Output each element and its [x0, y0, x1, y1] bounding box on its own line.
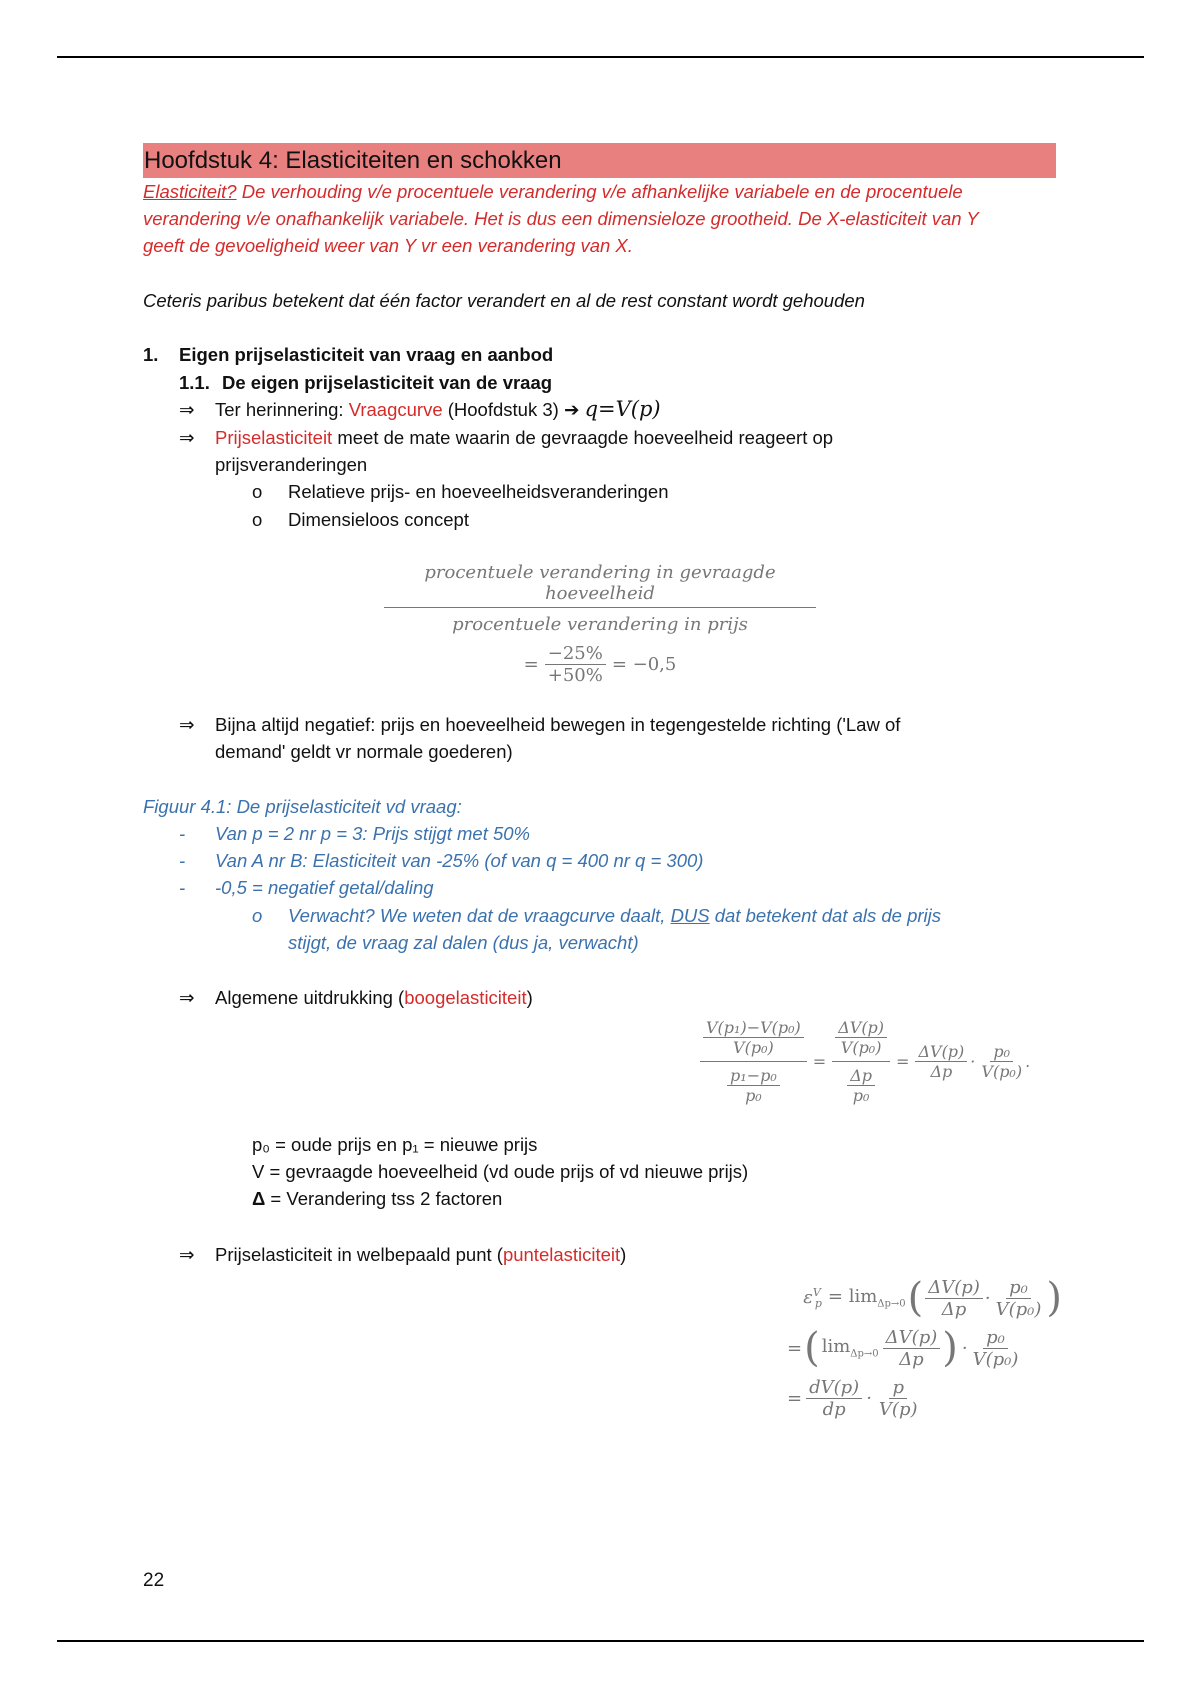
- formula2-mid-bot-num: Δp: [847, 1066, 875, 1086]
- formula2-r2-num: p₀: [990, 1042, 1013, 1062]
- formula2-dot: ·: [970, 1052, 976, 1071]
- definition-delta-text: = Verandering tss 2 factoren: [265, 1188, 503, 1209]
- formula2-bot-num: p₁−p₀: [727, 1066, 780, 1086]
- dash-bullet-icon: -: [179, 823, 186, 844]
- bullet-negatief: [179, 711, 900, 738]
- formula3-lhs: $\varepsilon^V_p$: [803, 1285, 822, 1311]
- dash-bullet-icon: -: [179, 877, 186, 898]
- definition-v: V = gevraagde hoeveelheid (vd oude prijs of vd nieuwe prijs): [252, 1161, 749, 1182]
- section-1-heading: [143, 341, 553, 368]
- implies-arrow-icon: ⇒: [179, 714, 195, 735]
- circle-bullet-icon: o: [252, 509, 263, 530]
- formula2-top-num: V(p₁)−V(p₀): [703, 1018, 804, 1038]
- figure-item-3-text: -0,5 = negatief getal/daling: [215, 877, 434, 898]
- header-rule: [57, 56, 1144, 58]
- formula1-equals: =: [523, 654, 539, 675]
- figure-item-2-text: Van A nr B: Elasticiteit van -25% (of van q = 400 nr q = 300): [215, 850, 704, 871]
- definition-p0-p1: p₀ = oude prijs en p₁ = nieuwe prijs: [252, 1134, 538, 1155]
- page-number: 22: [143, 1570, 165, 1591]
- figure-item-1-text: Van p = 2 nr p = 3: Prijs stijgt met 50%: [215, 823, 530, 844]
- formula2-r1-num: ΔV(p): [915, 1042, 967, 1062]
- formula1-numerator: procentuele verandering in gevraagde hoeveelheid: [384, 562, 816, 608]
- implies-arrow-icon: ⇒: [179, 399, 195, 420]
- formula2-mid-bot-den: p₀: [852, 1086, 870, 1105]
- section-1-title: Eigen prijselasticiteit van vraag en aanbod: [179, 344, 554, 365]
- implies-arrow-icon: ⇒: [179, 1244, 195, 1265]
- footer-rule: [57, 1640, 1144, 1642]
- ceteris-paribus: Ceteris paribus betekent dat één factor verandert en al de rest constant wordt gehouden: [143, 290, 865, 311]
- bullet-boogelasticiteit: [179, 984, 533, 1011]
- delta-symbol: Δ: [252, 1188, 266, 1209]
- right-arrow-icon: ➔: [563, 399, 580, 420]
- formula2-mid-top-den: V(p₀): [840, 1038, 882, 1057]
- section-1-1-title: De eigen prijselasticiteit van de vraag: [222, 372, 553, 393]
- intro-line1: De verhouding v/e procentuele verandering v/e afhankelijke variabele en de procentuele: [236, 181, 963, 202]
- formula2-big-fraction-1: [700, 1018, 807, 1105]
- intro-line2: verandering v/e onafhankelijk variabele. Het is dus een dimensieloze grootheid. De X-elasticiteit van Y: [143, 208, 979, 229]
- formula1-result: = −0,5: [611, 654, 677, 675]
- formula2-r1: [915, 1042, 967, 1081]
- formula2-big-fraction-2: [832, 1018, 890, 1105]
- section-1-1-heading: [179, 369, 552, 396]
- arc-elasticity-formula: [700, 1018, 1030, 1105]
- intro-term: Elasticiteit?: [143, 181, 237, 202]
- implies-arrow-icon: ⇒: [179, 987, 195, 1008]
- formula3-r3-f1: $\frac{dV(p)}{dp}$: [806, 1377, 862, 1420]
- bullet-1-red: Vraagcurve: [348, 399, 443, 420]
- formula2-end: .: [1025, 1052, 1031, 1071]
- sub-bullet-1-text: Relatieve prijs- en hoeveelheidsveranderingen: [288, 481, 669, 502]
- chapter-title: Hoofdstuk 4: Elasticiteiten en schokken: [143, 143, 1056, 178]
- circle-bullet-icon: o: [252, 905, 263, 926]
- sub-bullet-2-text: Dimensieloos concept: [288, 509, 469, 530]
- bullet-3-line1: Bijna altijd negatief: prijs en hoeveelheid bewegen in tegengestelde richting ('Law of: [215, 714, 901, 735]
- figure-item-2: [179, 847, 703, 874]
- bullet-5-red: puntelasticiteit: [502, 1244, 621, 1265]
- formula3-r2-f1: $\frac{\Delta V(p)}{\Delta p}$: [883, 1327, 941, 1370]
- formula2-eq2: =: [896, 1052, 910, 1071]
- dash-bullet-icon: -: [179, 850, 186, 871]
- figure-sub-underline: DUS: [670, 905, 710, 926]
- bullet-2-continuation: prijsveranderingen: [215, 454, 368, 475]
- formula1-fraction: [545, 643, 606, 686]
- formula2-mid-top-num: ΔV(p): [835, 1018, 887, 1038]
- formula2-bot-den: p₀: [745, 1086, 762, 1105]
- formula3-paren-close: ): [1046, 1275, 1062, 1321]
- formula2-r2-den: V(p₀): [981, 1062, 1023, 1081]
- section-1-number: 1.: [143, 344, 159, 365]
- figure-sub-item: [252, 902, 941, 929]
- formula1-num2: −25%: [545, 643, 606, 665]
- bullet-2-rest: meet de mate waarin de gevraagde hoeveelheid reageert op: [332, 427, 834, 448]
- figure-item-3: [179, 874, 434, 901]
- formula1-den2: +50%: [547, 665, 603, 686]
- bullet-vraagcurve: [179, 396, 661, 423]
- section-1-1-number: 1.1.: [179, 372, 210, 393]
- implies-arrow-icon: ⇒: [179, 427, 195, 448]
- figure-sub-post: dat betekent dat als de prijs: [709, 905, 942, 926]
- sub-bullet-relatieve: [252, 478, 669, 505]
- formula1-denominator: procentuele verandering in prijs: [452, 614, 748, 635]
- bullet-1-pre: Ter herinnering:: [215, 399, 349, 420]
- bullet-4-pre: Algemene uitdrukking (: [215, 987, 405, 1008]
- formula2-eq1: =: [812, 1052, 827, 1071]
- figure-sub-line2: stijgt, de vraag zal dalen (dus ja, verwacht): [288, 932, 639, 953]
- bullet-1-post: (Hoofdstuk 3): [442, 399, 564, 420]
- bullet-3-line2: demand' geldt vr normale goederen): [215, 741, 513, 762]
- formula3-row3: = $\frac{dV(p)}{dp}$ · $\frac{p}{V(p)}$: [787, 1377, 1062, 1420]
- figure-item-1: [179, 820, 530, 847]
- bullet-prijselasticiteit: [179, 424, 833, 451]
- demand-function: q=V(p): [584, 397, 661, 421]
- bullet-5-post: ): [620, 1244, 627, 1265]
- formula3-row1: $\varepsilon^V_p$ = $\lim_{\Delta p\to 0}$ ( $\frac{\Delta V(p)}{\Delta p}$ · $\frac{\text{p₀}}{\text{V(p₀)}}$ ): [803, 1275, 1062, 1321]
- bullet-2-red: Prijselasticiteit: [215, 427, 333, 448]
- sub-bullet-dimensieloos: [252, 506, 469, 533]
- formula3-r2-f2: $\frac{\text{p₀}}{\text{V(p₀)}}$: [972, 1326, 1019, 1370]
- formula2-r1-den: Δp: [930, 1062, 953, 1081]
- definition-delta: [252, 1185, 502, 1212]
- formula2-top-den: V(p₀): [733, 1038, 774, 1057]
- bullet-4-post: ): [526, 987, 533, 1008]
- circle-bullet-icon: o: [252, 481, 263, 502]
- elasticity-formula-percentage: [384, 562, 816, 686]
- bullet-puntelasticiteit: [179, 1241, 626, 1268]
- bullet-5-pre: Prijselasticiteit in welbepaald punt (: [215, 1244, 503, 1265]
- formula3-r1-f2: $\frac{\text{p₀}}{\text{V(p₀)}}$: [995, 1276, 1042, 1320]
- figure-caption: Figuur 4.1: De prijselasticiteit vd vraag:: [143, 796, 462, 817]
- bullet-4-red: boogelasticiteit: [404, 987, 527, 1008]
- intro-definition: [143, 178, 1073, 259]
- formula3-row2: = ( $\lim_{\Delta p\to 0}$ $\frac{\Delta V(p)}{\Delta p}$ ) · $\frac{\text{p₀}}{\text{V(p₀)}}$: [787, 1325, 1062, 1371]
- point-elasticity-formula: [752, 1275, 1062, 1420]
- formula2-r2: [978, 1042, 1025, 1081]
- formula3-lim1: = $\lim_{\Delta p\to 0}$: [827, 1286, 906, 1310]
- formula3-r1-f1: $\frac{\Delta V(p)}{\Delta p}$: [925, 1277, 983, 1320]
- formula3-paren-open: (: [907, 1275, 924, 1321]
- intro-line3: geeft de gevoeligheid weer van Y vr een verandering van X.: [143, 235, 633, 256]
- formula3-r3-f2: $\frac{p}{V(p)}$: [878, 1377, 918, 1420]
- figure-sub-pre: Verwacht? We weten dat de vraagcurve daalt,: [288, 905, 671, 926]
